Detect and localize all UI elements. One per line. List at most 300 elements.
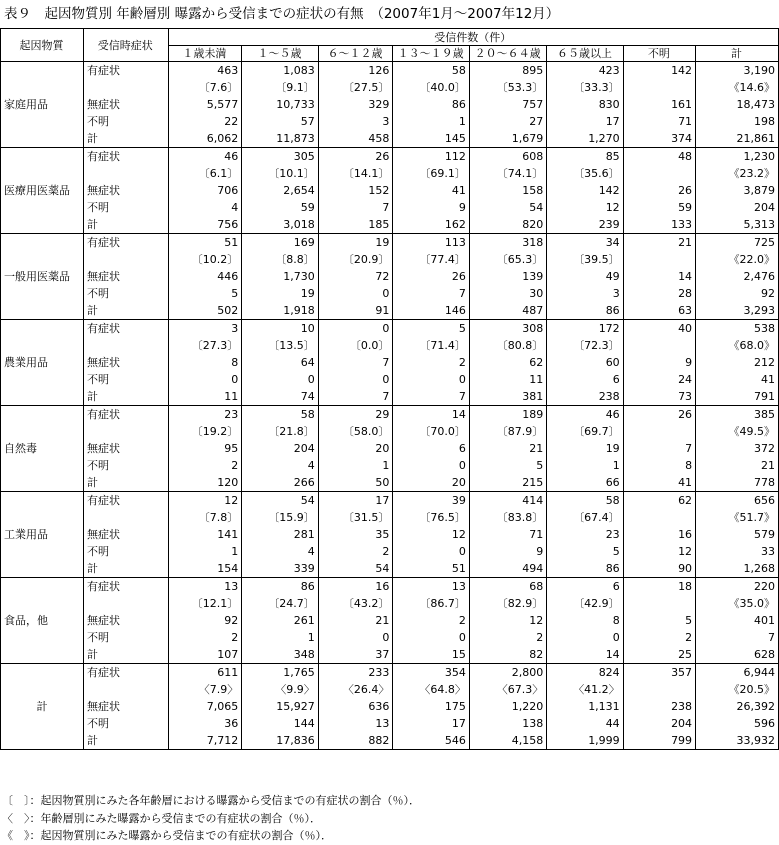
table-row [1, 423, 779, 440]
value-cell: 502 [168, 302, 242, 320]
value-cell: 339 [242, 560, 319, 578]
value-cell [623, 423, 695, 440]
header-symptom: 受信時症状 [83, 29, 168, 62]
value-cell: 107 [168, 646, 242, 664]
value-cell: 757 [469, 96, 546, 113]
value-cell: 66 [547, 474, 623, 492]
value-cell: 882 [318, 732, 393, 750]
value-cell: 〔65.3〕 [469, 251, 546, 268]
value-cell: 19 [318, 234, 393, 252]
value-cell: 63 [623, 302, 695, 320]
value-cell: 〔20.9〕 [318, 251, 393, 268]
value-cell: 〔33.3〕 [547, 79, 623, 96]
symptom-label: 無症状 [83, 268, 168, 285]
value-cell: 820 [469, 216, 546, 234]
value-cell: 〔70.0〕 [393, 423, 470, 440]
symptom-label [83, 251, 168, 268]
table-row [1, 130, 779, 148]
value-cell: 2 [393, 354, 470, 371]
value-cell: 172 [547, 320, 623, 338]
symptom-label: 無症状 [83, 612, 168, 629]
value-cell: 1,918 [242, 302, 319, 320]
symptom-label: 計 [83, 474, 168, 492]
value-cell: 175 [393, 698, 470, 715]
symptom-label: 計 [83, 560, 168, 578]
value-cell: 18,473 [696, 96, 779, 113]
value-cell: 596 [696, 715, 779, 732]
table-row [1, 474, 779, 492]
footnotes [2, 792, 420, 845]
value-cell: 7 [393, 388, 470, 406]
symptom-label: 無症状 [83, 698, 168, 715]
value-cell: 414 [469, 492, 546, 510]
table-row [1, 715, 779, 732]
value-cell: 《49.5》 [696, 423, 779, 440]
value-cell: 458 [318, 130, 393, 148]
value-cell: 17 [547, 113, 623, 130]
value-cell: 463 [168, 62, 242, 80]
value-cell: 7,712 [168, 732, 242, 750]
value-cell: 305 [242, 148, 319, 166]
value-cell: 0 [168, 371, 242, 388]
value-cell: 2 [318, 543, 393, 560]
table-body [1, 62, 779, 750]
value-cell: 261 [242, 612, 319, 629]
table-row [1, 371, 779, 388]
value-cell: 824 [547, 664, 623, 682]
symptom-label: 計 [83, 732, 168, 750]
table-row [1, 492, 779, 510]
value-cell: 27 [469, 113, 546, 130]
value-cell: 〔86.7〕 [393, 595, 470, 612]
value-cell: 12 [547, 199, 623, 216]
value-cell: 95 [168, 440, 242, 457]
symptom-label [83, 165, 168, 182]
value-cell: 〔39.5〕 [547, 251, 623, 268]
value-cell: 5,313 [696, 216, 779, 234]
footnote: 《 》：起因物質別にみた曝露から受信までの有症状の割合（％）． [2, 829, 332, 842]
value-cell: 158 [469, 182, 546, 199]
value-cell: 54 [318, 560, 393, 578]
value-cell: 138 [469, 715, 546, 732]
value-cell: 0 [393, 629, 470, 646]
value-cell: 381 [469, 388, 546, 406]
value-cell: 12 [168, 492, 242, 510]
value-cell: 30 [469, 285, 546, 302]
value-cell: 〔15.9〕 [242, 509, 319, 526]
header-age-5: ６５歳以上 [547, 46, 623, 62]
value-cell: 579 [696, 526, 779, 543]
header-age-3: １３～１９歳 [393, 46, 470, 62]
value-cell: 3,190 [696, 62, 779, 80]
value-cell: 〔14.1〕 [318, 165, 393, 182]
value-cell: 7 [318, 354, 393, 371]
table-row [1, 268, 779, 285]
value-cell: 54 [469, 199, 546, 216]
symptom-label: 有症状 [83, 234, 168, 252]
table-row [1, 234, 779, 252]
value-cell: 4 [242, 457, 319, 474]
value-cell: 546 [393, 732, 470, 750]
value-cell: 1,730 [242, 268, 319, 285]
value-cell: 1,268 [696, 560, 779, 578]
value-cell: 2,800 [469, 664, 546, 682]
value-cell: 19 [242, 285, 319, 302]
value-cell: 20 [318, 440, 393, 457]
value-cell: 46 [168, 148, 242, 166]
value-cell: 1,679 [469, 130, 546, 148]
symptom-label: 不明 [83, 715, 168, 732]
value-cell: 146 [393, 302, 470, 320]
header-age-0: １歳未満 [168, 46, 242, 62]
symptom-label: 有症状 [83, 62, 168, 80]
value-cell: 74 [242, 388, 319, 406]
value-cell: 〔13.5〕 [242, 337, 319, 354]
value-cell: 《20.5》 [696, 681, 779, 698]
value-cell: 3 [547, 285, 623, 302]
value-cell: 59 [623, 199, 695, 216]
table-row [1, 509, 779, 526]
value-cell: 54 [242, 492, 319, 510]
symptom-label: 無症状 [83, 96, 168, 113]
value-cell: 11,873 [242, 130, 319, 148]
value-cell: 〔82.9〕 [469, 595, 546, 612]
value-cell: 725 [696, 234, 779, 252]
value-cell: 446 [168, 268, 242, 285]
value-cell: 141 [168, 526, 242, 543]
value-cell: 144 [242, 715, 319, 732]
table-row [1, 199, 779, 216]
table-row [1, 595, 779, 612]
value-cell: 145 [393, 130, 470, 148]
value-cell: 0 [393, 371, 470, 388]
table-row [1, 79, 779, 96]
value-cell: 11 [469, 371, 546, 388]
header-age-6: 不明 [623, 46, 695, 62]
value-cell: 1 [393, 113, 470, 130]
symptom-label: 有症状 [83, 320, 168, 338]
value-cell: 〈9.9〉 [242, 681, 319, 698]
value-cell: 29 [318, 406, 393, 424]
value-cell: 1 [242, 629, 319, 646]
value-cell: 〔8.8〕 [242, 251, 319, 268]
value-cell: 13 [393, 578, 470, 596]
value-cell: 3,293 [696, 302, 779, 320]
value-cell: 374 [623, 130, 695, 148]
value-cell: 58 [393, 62, 470, 80]
value-cell: 〔87.9〕 [469, 423, 546, 440]
value-cell: 215 [469, 474, 546, 492]
value-cell: 308 [469, 320, 546, 338]
value-cell: 23 [168, 406, 242, 424]
value-cell: 85 [547, 148, 623, 166]
value-cell: 3 [168, 320, 242, 338]
value-cell: 15,927 [242, 698, 319, 715]
table-row [1, 285, 779, 302]
value-cell: 86 [547, 560, 623, 578]
value-cell: 〔9.1〕 [242, 79, 319, 96]
value-cell: 266 [242, 474, 319, 492]
value-cell: 58 [242, 406, 319, 424]
value-cell: 21 [469, 440, 546, 457]
value-cell: 21 [318, 612, 393, 629]
value-cell: 830 [547, 96, 623, 113]
value-cell: 142 [623, 62, 695, 80]
value-cell: 2 [623, 629, 695, 646]
value-cell: 〔69.1〕 [393, 165, 470, 182]
category-cell: 一般用医薬品 [1, 234, 84, 320]
value-cell: 611 [168, 664, 242, 682]
value-cell: 281 [242, 526, 319, 543]
value-cell: 608 [469, 148, 546, 166]
value-cell: 0 [318, 320, 393, 338]
table-row [1, 388, 779, 406]
value-cell: 6,062 [168, 130, 242, 148]
value-cell: 13 [318, 715, 393, 732]
value-cell: 〔71.4〕 [393, 337, 470, 354]
value-cell: 161 [623, 96, 695, 113]
value-cell [623, 337, 695, 354]
value-cell: 401 [696, 612, 779, 629]
symptom-label: 計 [83, 302, 168, 320]
value-cell: 26 [623, 406, 695, 424]
value-cell: 7 [696, 629, 779, 646]
value-cell: 35 [318, 526, 393, 543]
value-cell: 2 [168, 457, 242, 474]
value-cell: 112 [393, 148, 470, 166]
value-cell: 86 [393, 96, 470, 113]
value-cell: 48 [623, 148, 695, 166]
category-cell: 自然毒 [1, 406, 84, 492]
value-cell: 58 [547, 492, 623, 510]
table-row [1, 251, 779, 268]
value-cell: 26,392 [696, 698, 779, 715]
header-count-group: 受信件数（件） [168, 29, 779, 46]
symptom-label [83, 681, 168, 698]
table-row [1, 302, 779, 320]
value-cell: 71 [623, 113, 695, 130]
value-cell: 57 [242, 113, 319, 130]
value-cell: 778 [696, 474, 779, 492]
value-cell: 142 [547, 182, 623, 199]
value-cell: 4 [168, 199, 242, 216]
value-cell: 1,270 [547, 130, 623, 148]
value-cell: 〔27.5〕 [318, 79, 393, 96]
value-cell: 22 [168, 113, 242, 130]
value-cell: 〔43.2〕 [318, 595, 393, 612]
value-cell: 372 [696, 440, 779, 457]
value-cell: 41 [696, 371, 779, 388]
header-age-7: 計 [696, 46, 779, 62]
value-cell: 71 [469, 526, 546, 543]
table-row [1, 148, 779, 166]
symptom-label: 有症状 [83, 578, 168, 596]
value-cell: 11 [168, 388, 242, 406]
value-cell: 0 [393, 543, 470, 560]
value-cell: 25 [623, 646, 695, 664]
value-cell: 238 [623, 698, 695, 715]
value-cell [623, 681, 695, 698]
value-cell: 329 [318, 96, 393, 113]
value-cell: 9 [393, 199, 470, 216]
value-cell: 14 [623, 268, 695, 285]
symptom-label [83, 337, 168, 354]
symptom-label: 無症状 [83, 354, 168, 371]
value-cell: 34 [547, 234, 623, 252]
value-cell [623, 165, 695, 182]
value-cell: 19 [547, 440, 623, 457]
symptom-label: 不明 [83, 457, 168, 474]
value-cell: 7 [393, 285, 470, 302]
symptom-label: 不明 [83, 285, 168, 302]
value-cell: 2 [168, 629, 242, 646]
value-cell: 《14.6》 [696, 79, 779, 96]
value-cell: 《35.0》 [696, 595, 779, 612]
value-cell: 385 [696, 406, 779, 424]
value-cell: 318 [469, 234, 546, 252]
value-cell: 185 [318, 216, 393, 234]
value-cell: 〔40.0〕 [393, 79, 470, 96]
value-cell: 41 [393, 182, 470, 199]
table-row [1, 646, 779, 664]
value-cell: 〔27.3〕 [168, 337, 242, 354]
value-cell: 17,836 [242, 732, 319, 750]
value-cell: 8 [547, 612, 623, 629]
value-cell: 17 [393, 715, 470, 732]
value-cell: 220 [696, 578, 779, 596]
value-cell [623, 509, 695, 526]
value-cell: 706 [168, 182, 242, 199]
value-cell: 44 [547, 715, 623, 732]
symptom-label: 無症状 [83, 182, 168, 199]
value-cell: 7 [623, 440, 695, 457]
table-row [1, 354, 779, 371]
value-cell: 8 [168, 354, 242, 371]
value-cell: 895 [469, 62, 546, 80]
category-cell: 工業用品 [1, 492, 84, 578]
value-cell: 〔10.1〕 [242, 165, 319, 182]
value-cell: 0 [318, 371, 393, 388]
symptom-label: 有症状 [83, 664, 168, 682]
value-cell: 538 [696, 320, 779, 338]
value-cell: 4,158 [469, 732, 546, 750]
table-row [1, 62, 779, 80]
value-cell: 154 [168, 560, 242, 578]
value-cell: 49 [547, 268, 623, 285]
value-cell: 40 [623, 320, 695, 338]
symptom-label: 無症状 [83, 526, 168, 543]
value-cell: 1,765 [242, 664, 319, 682]
value-cell [623, 79, 695, 96]
value-cell: 1 [168, 543, 242, 560]
value-cell: 791 [696, 388, 779, 406]
value-cell: 14 [547, 646, 623, 664]
table-row [1, 216, 779, 234]
value-cell: 14 [393, 406, 470, 424]
table-row [1, 406, 779, 424]
value-cell: 628 [696, 646, 779, 664]
value-cell: 〔21.8〕 [242, 423, 319, 440]
value-cell: 72 [318, 268, 393, 285]
value-cell: 12 [393, 526, 470, 543]
category-cell: 計 [1, 664, 84, 750]
value-cell: 〔83.8〕 [469, 509, 546, 526]
table-row [1, 337, 779, 354]
table-row [1, 113, 779, 130]
value-cell: 〔35.6〕 [547, 165, 623, 182]
value-cell: 〔53.3〕 [469, 79, 546, 96]
value-cell: 16 [623, 526, 695, 543]
value-cell: 92 [168, 612, 242, 629]
value-cell: 〔42.9〕 [547, 595, 623, 612]
value-cell: 82 [469, 646, 546, 664]
value-cell: 24 [623, 371, 695, 388]
value-cell: 1,230 [696, 148, 779, 166]
value-cell: 5,577 [168, 96, 242, 113]
value-cell: 73 [623, 388, 695, 406]
value-cell: 〔74.1〕 [469, 165, 546, 182]
value-cell: 68 [469, 578, 546, 596]
value-cell: 〈67.3〉 [469, 681, 546, 698]
value-cell: 2,654 [242, 182, 319, 199]
value-cell: 1,083 [242, 62, 319, 80]
value-cell: 6 [393, 440, 470, 457]
table-row [1, 320, 779, 338]
value-cell: 487 [469, 302, 546, 320]
table-row [1, 96, 779, 113]
value-cell: 162 [393, 216, 470, 234]
category-cell: 医療用医薬品 [1, 148, 84, 234]
value-cell: 16 [318, 578, 393, 596]
value-cell: 212 [696, 354, 779, 371]
value-cell: 6 [547, 578, 623, 596]
value-cell: 〔12.1〕 [168, 595, 242, 612]
value-cell: 〈41.2〉 [547, 681, 623, 698]
value-cell: 62 [623, 492, 695, 510]
header-age-1: １～５歳 [242, 46, 319, 62]
symptom-label: 計 [83, 388, 168, 406]
value-cell: 〈7.9〉 [168, 681, 242, 698]
value-cell: 4 [242, 543, 319, 560]
value-cell: 51 [393, 560, 470, 578]
value-cell: 26 [393, 268, 470, 285]
footnote: 〔 〕：起因物質別にみた各年齢層における曝露から受信までの有症状の割合（％）． [2, 794, 420, 807]
value-cell: 13 [168, 578, 242, 596]
table-title: 表９ 起因物質別 年齢層別 曝露から受信までの症状の有無 （2007年1月～2007年12月） [4, 6, 560, 22]
value-cell: 233 [318, 664, 393, 682]
value-cell: 3 [318, 113, 393, 130]
value-cell: 0 [318, 629, 393, 646]
value-cell: 64 [242, 354, 319, 371]
value-cell: 494 [469, 560, 546, 578]
value-cell: 198 [696, 113, 779, 130]
value-cell: 28 [623, 285, 695, 302]
value-cell: 21 [623, 234, 695, 252]
header-age-4: ２０～６４歳 [469, 46, 546, 62]
symptom-label: 不明 [83, 371, 168, 388]
value-cell: 15 [393, 646, 470, 664]
table-row [1, 698, 779, 715]
symptom-label: 計 [83, 216, 168, 234]
value-cell: 26 [318, 148, 393, 166]
table-row [1, 629, 779, 646]
value-cell: 5 [393, 320, 470, 338]
value-cell: 50 [318, 474, 393, 492]
value-cell: 169 [242, 234, 319, 252]
value-cell: 133 [623, 216, 695, 234]
value-cell: 41 [623, 474, 695, 492]
table-row [1, 165, 779, 182]
